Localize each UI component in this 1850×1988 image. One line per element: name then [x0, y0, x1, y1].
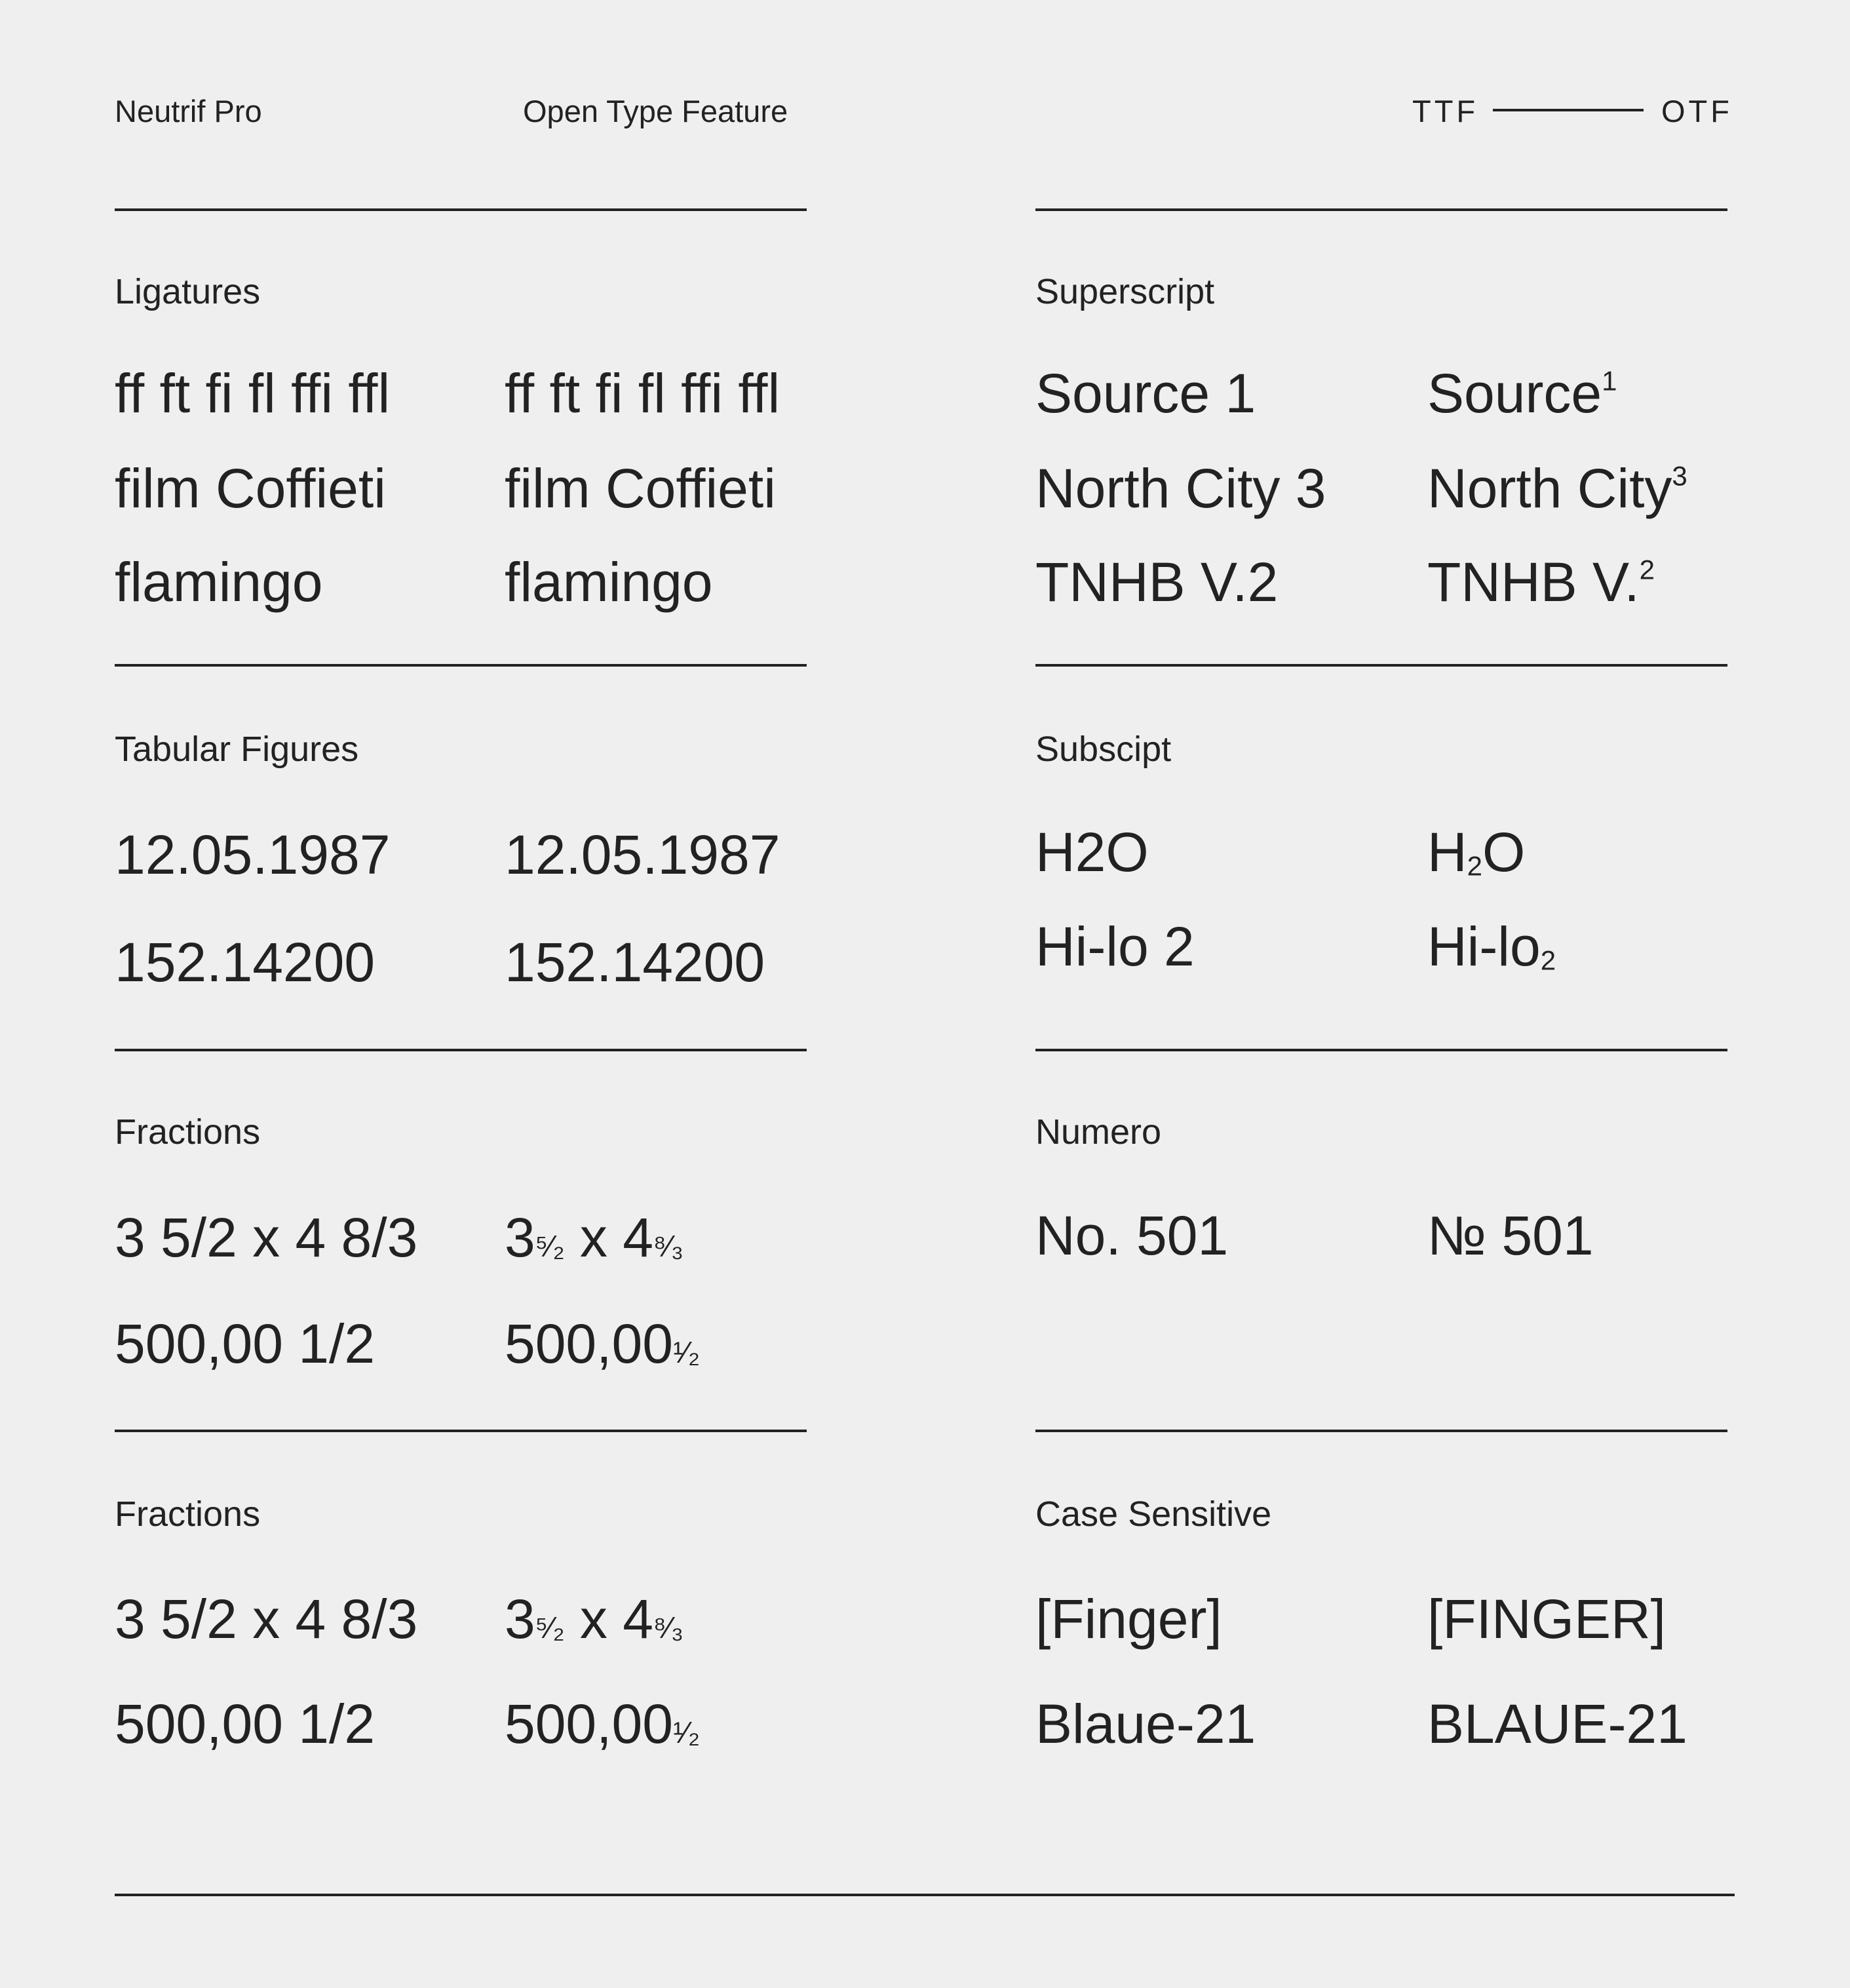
divider-rule	[115, 1430, 807, 1432]
subscript-otf-line: $H_2O$	[1427, 821, 1526, 883]
case-ttf-line: Blaue-21	[1035, 1693, 1256, 1755]
superscript-otf-line: North City$^3$	[1427, 458, 1687, 519]
superscript-otf-line: TNHB V.$^2$	[1427, 551, 1655, 613]
section-label-fractions: Fractions	[115, 1494, 261, 1534]
ligatures-ttf-line: ff ft fi fl ffi ffl	[115, 362, 391, 424]
fractions-ttf-line: 3 5/2 x 4 8/3	[115, 1588, 418, 1650]
superscript-ttf-line: Source 1	[1035, 362, 1256, 424]
divider-rule	[1035, 664, 1727, 667]
superscript-ttf-line: North City 3	[1035, 458, 1326, 519]
section-label-subscript: Subscipt	[1035, 730, 1172, 769]
footer-rule	[115, 1894, 1735, 1896]
font-name: Neutrif Pro	[115, 94, 262, 128]
tabular-otf-line: 152.14200	[505, 931, 765, 993]
ligatures-otf-line: flamingo	[505, 551, 713, 613]
section-label-fractions: Fractions	[115, 1112, 261, 1152]
numero-otf-line: № 501	[1427, 1205, 1594, 1266]
subscript-ttf-line: Hi-lo 2	[1035, 916, 1195, 977]
section-label-case-sensitive: Case Sensitive	[1035, 1494, 1272, 1534]
numero-ttf-line: No. 501	[1035, 1205, 1229, 1266]
fractions-ttf-line: 3 5/2 x 4 8/3	[115, 1207, 418, 1268]
case-otf-line: BLAUE-21	[1427, 1693, 1687, 1755]
superscript-ttf-line: TNHB V.2	[1035, 551, 1279, 613]
section-label-ligatures: Ligatures	[115, 272, 261, 311]
divider-rule	[1035, 1430, 1727, 1432]
subscript-ttf-line: H2O	[1035, 821, 1149, 883]
format-label-otf: OTF	[1661, 94, 1733, 128]
tabular-ttf-line: 12.05.1987	[115, 824, 391, 886]
tabular-otf-line: 12.05.1987	[505, 824, 780, 886]
tabular-ttf-line: 152.14200	[115, 931, 376, 993]
case-ttf-line: [Finger]	[1035, 1588, 1222, 1650]
divider-rule	[115, 208, 807, 211]
divider-rule	[1035, 208, 1727, 211]
section-label-superscript: Superscript	[1035, 272, 1215, 311]
fractions-otf-line: 500,00¹⁄₂	[505, 1313, 700, 1374]
fractions-otf-line: 500,00¹⁄₂	[505, 1693, 700, 1755]
section-label-tabular-figures: Tabular Figures	[115, 730, 359, 769]
fractions-otf-line: 3⁵⁄₂ x 4⁸⁄₃	[505, 1207, 684, 1268]
ligatures-otf-line: ff ft fi fl ffi ffl	[505, 362, 780, 424]
format-connector-line	[1493, 109, 1644, 111]
feature-title: Open Type Feature	[523, 94, 788, 128]
case-otf-line: [FINGER]	[1427, 1588, 1667, 1650]
ligatures-ttf-line: film Coffieti	[115, 458, 386, 519]
ligatures-otf-line: film Coffieti	[505, 458, 776, 519]
divider-rule	[115, 664, 807, 667]
fractions-ttf-line: 500,00 1/2	[115, 1693, 376, 1755]
fractions-otf-line: 3⁵⁄₂ x 4⁸⁄₃	[505, 1588, 684, 1650]
subscript-otf-line: $Hi-lo_2$	[1427, 916, 1556, 977]
divider-rule	[1035, 1049, 1727, 1051]
ligatures-ttf-line: flamingo	[115, 551, 323, 613]
fractions-ttf-line: 500,00 1/2	[115, 1313, 376, 1374]
format-label-ttf: TTF	[1412, 94, 1479, 128]
superscript-otf-line: Source$^1$	[1427, 362, 1617, 424]
section-label-numero: Numero	[1035, 1112, 1162, 1152]
divider-rule	[115, 1049, 807, 1051]
